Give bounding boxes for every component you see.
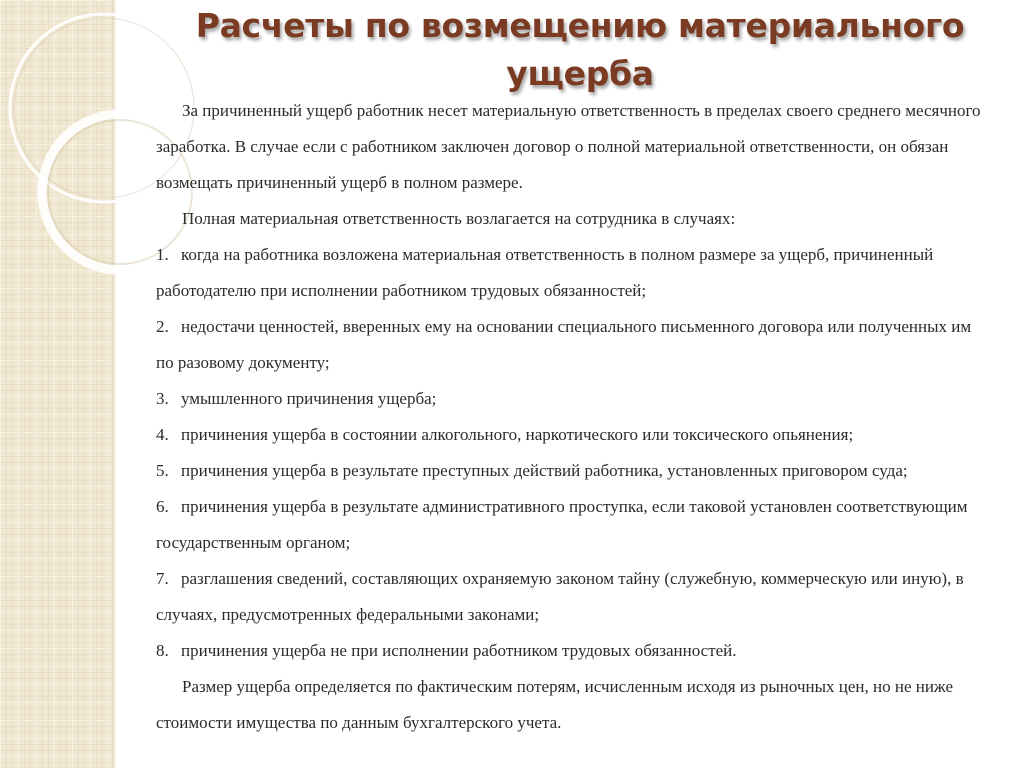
list-item-text: когда на работника возложена материальная ответственность в полном размере за ущерб, причиненный работодателю при исполнении работником трудовых обязанностей; — [156, 245, 934, 300]
list-item-text: причинения ущерба в результате преступных действий работника, установленных приговором суда; — [181, 461, 908, 480]
damage-size-paragraph: Размер ущерба определяется по фактическим потерям, исчисленным исходя из рыночных цен, но не ниже стоимости имущества по данным бухгалтерского учета. — [156, 677, 954, 732]
list-item-number: 7. — [156, 569, 169, 588]
list-item — [156, 417, 986, 453]
list-item-number: 5. — [156, 461, 169, 480]
list-item-number: 2. — [156, 317, 169, 336]
list-item-number: 8. — [156, 641, 169, 660]
list-item — [156, 453, 986, 489]
list-item — [156, 309, 986, 381]
cases-lead-paragraph: Полная материальная ответственность возлагается на сотрудника в случаях: — [182, 209, 736, 228]
list-item — [156, 633, 986, 669]
list-item — [156, 237, 986, 309]
list-item-number: 1. — [156, 245, 169, 264]
slide-title: Расчеты по возмещению материального ущерба — [195, 6, 965, 93]
list-item — [156, 561, 986, 633]
list-item — [156, 489, 986, 561]
list-item-text: причинения ущерба в состоянии алкогольного, наркотического или токсического опьянения; — [181, 425, 854, 444]
list-item-text: причинения ущерба в результате административного проступка, если таковой установлен соответствующим государственным органом; — [156, 497, 968, 552]
slide-body — [156, 93, 986, 741]
intro-paragraph: За причиненный ущерб работник несет материальную ответственность в пределах своего среднего месячного заработка. В случае если с работником заключен договор о полной материальной ответственности, он обязан возмещать причиненный ущерб в полном размере. — [156, 101, 981, 192]
list-item-number: 6. — [156, 497, 169, 516]
list-item-number: 3. — [156, 389, 169, 408]
list-item-text: причинения ущерба не при исполнении работником трудовых обязанностей. — [181, 641, 737, 660]
list-item-number: 4. — [156, 425, 169, 444]
list-item — [156, 381, 986, 417]
list-item-text: разглашения сведений, составляющих охраняемую законом тайну (служебную, коммерческую или иную), в случаях, предусмотренных федеральными законами; — [156, 569, 964, 624]
list-item-text: недостачи ценностей, вверенных ему на основании специального письменного договора или полученных им по разовому документу; — [156, 317, 972, 372]
list-item-text: умышленного причинения ущерба; — [181, 389, 437, 408]
